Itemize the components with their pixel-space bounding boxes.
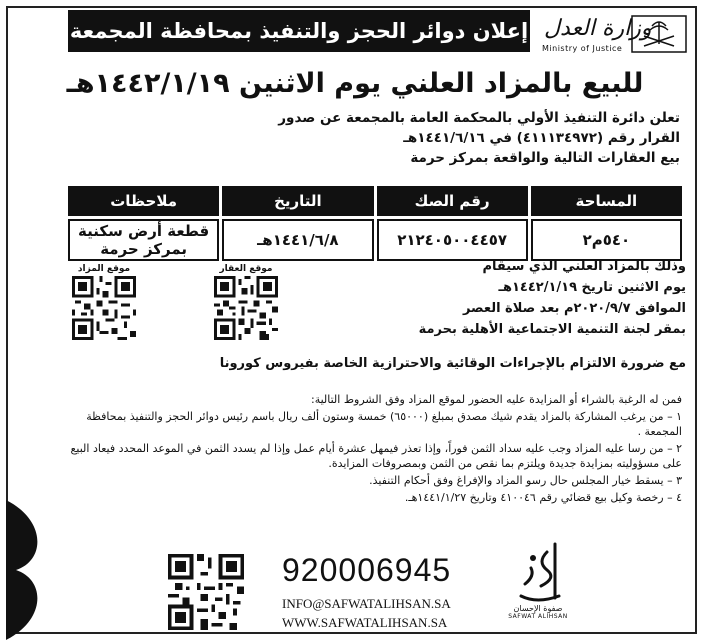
contact-info — [282, 594, 451, 632]
safwat-alihsan-logo — [506, 540, 570, 636]
cell-area: ٥٤٠م٢ — [531, 219, 682, 261]
logo-arabic-text: وزارة العدل — [544, 16, 652, 41]
qr-code-icon[interactable] — [168, 554, 244, 630]
cell-date: ١٤٤١/٦/٨هـ — [222, 219, 373, 261]
qr-code-icon — [72, 276, 136, 340]
property-location-qr[interactable] — [210, 264, 282, 344]
terms-item: ١ – من يرغب المشاركة بالمزاد يقدم شيك مصدق بمبلغ (٦٥٠٠٠) خمسة وستون ألف ريال باسم رئيس دوائر الحجز والتنفيذ بمحافظة المجمعة . — [86, 410, 682, 438]
details-line: يوم الاثنين تاريخ ١٤٤٢/١/١٩هـ — [498, 280, 686, 295]
details-line: الموافق ٢٠٢٠/٩/٧م بعد صلاة العصر — [462, 301, 686, 316]
main-title: للبيع بالمزاد العلني يوم الاثنين ١٤٤٢/١/١٩هـ — [66, 68, 644, 99]
details-line: وذلك بالمزاد العلني الذي سيقام — [482, 259, 686, 274]
qr-code-icon — [214, 276, 278, 340]
brand-arabic-name: صفوة الإحسان — [513, 604, 563, 613]
intro-line: تعلن دائرة التنفيذ الأولي بالمحكمة العامة بالمجمعة عن صدور — [278, 110, 680, 126]
terms-item: ٣ – يسقط خيار المجلس حال رسو المزاد والإفراغ وفق أحكام التنفيذ. — [369, 474, 682, 487]
column-header-notes: ملاحظات — [68, 186, 219, 216]
cell-deed-number: ٢١٢٤٠٥٠٠٤٤٥٧ — [377, 219, 528, 261]
decorative-swirl-icon — [6, 500, 62, 640]
intro-line: القرار رقم (٤١١١٣٤٩٧٢) في ١٤٤١/٦/١٦هـ — [403, 130, 680, 146]
terms-item: ٢ – من رسا عليه المزاد وجب عليه سداد الثمن فوراً، وإذا تعذر فيمهل عشرة أيام عمل وإذا لم يسدد الثمن في الموعد المحدد فيعاد البيع على مسؤوليته بمزايدة جديدة ويلتزم بما نقص من الثمن وبمصروفات المزايدة. — [70, 442, 682, 470]
auction-details — [300, 256, 686, 340]
terms-intro: فمن له الرغبة بالشراء أو المزايدة عليه الحضور لموقع المزاد وفق الشروط التالية: — [310, 393, 682, 406]
palm-swords-emblem-icon — [630, 14, 688, 54]
ministry-logo — [538, 12, 696, 60]
logo-english-text: Ministry of Justice — [542, 44, 623, 53]
column-header-date: التاريخ — [222, 186, 373, 216]
column-header-area: المساحة — [531, 186, 682, 216]
intro-line: بيع العقارات التالية والواقعة بمركز حرمة — [410, 150, 680, 166]
table-header-row — [68, 186, 682, 216]
phone-number[interactable]: 920006945 — [282, 552, 452, 588]
table-row — [68, 219, 682, 261]
details-line: بمقر لجنة التنمية الاجتماعية الأهلية بحرمة — [418, 322, 686, 337]
property-table — [65, 183, 685, 264]
terms-section — [70, 392, 682, 507]
brand-english-name: SAFWAT ALIHSAN — [508, 613, 568, 620]
qr-label: موقع العقار — [219, 264, 273, 274]
calligraphy-logo-icon — [511, 540, 565, 606]
header-banner: إعلان دوائر الحجز والتنفيذ بمحافظة المجمعة — [68, 10, 530, 52]
qr-label: موقع المزاد — [77, 264, 131, 274]
website-link[interactable]: WWW.SAFWATALIHSAN.SA — [282, 615, 448, 630]
covid-notice: مع ضرورة الالتزام بالإجراءات الوقائية والاحترازية الخاصة بفيروس كورونا — [219, 356, 686, 371]
column-header-deed-number: رقم الصك — [377, 186, 528, 216]
intro-text — [80, 108, 680, 168]
email-link[interactable]: INFO@SAFWATALIHSAN.SA — [282, 596, 451, 611]
cell-notes: قطعة أرض سكنية بمركز حرمة — [68, 219, 219, 261]
terms-item: ٤ – رخصة وكيل بيع قضائي رقم ٤١٠٠٤٦ وتاريخ ١٤٤١/١/٢٧هـ. — [404, 491, 682, 504]
auction-location-qr[interactable] — [68, 264, 140, 344]
